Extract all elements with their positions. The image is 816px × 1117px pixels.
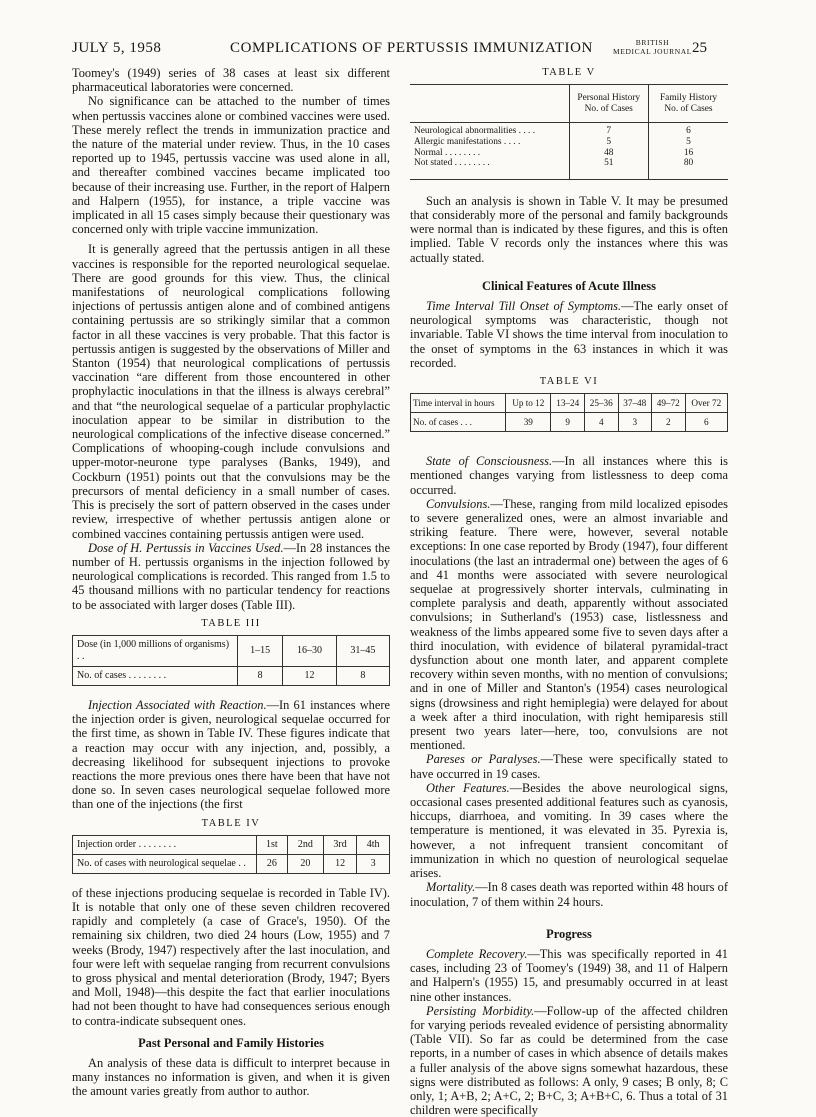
paragraph: Toomey's (1949) series of 38 cases at least six different pharmaceutical laboratories were concerned. xyxy=(72,66,390,95)
journal-name xyxy=(613,38,692,56)
paragraph-heading: Pareses or Paralyses. xyxy=(426,752,541,767)
table-cell: 16 xyxy=(649,148,729,159)
table-row xyxy=(73,854,390,873)
table-cell: 9 xyxy=(551,413,585,432)
paragraph: Injection Associated with Reaction.—In 61 instances where the injection order is given, neurological sequelae occurred for the first time, as shown in Table IV. These figures indicate that a reaction may occur with any injection, and, possibly, a decreasing likelihood for subsequent injections to provoke reactions the more previous ones there have been that have not done so. In seven cases neurological sequelae followed more than one of the injections (the first xyxy=(72,697,390,812)
table-row xyxy=(410,137,728,148)
table-cell: 51 xyxy=(569,158,649,179)
table-row xyxy=(411,394,728,413)
table-cell: 20 xyxy=(287,854,323,873)
table-header-row xyxy=(410,85,728,123)
paragraph: Mortality.—In 8 cases death was reported within 48 hours of inoculation, 7 of them within 24 hours. xyxy=(410,880,728,909)
table-cell: 8 xyxy=(336,666,389,685)
table-caption: TABLE III xyxy=(201,617,261,629)
paragraph: It is generally agreed that the pertussis antigen in all these vaccines is responsible for the reported neurological sequelae. There are good grounds for this view. Thus, the clinical manifestations of neurological complications following injections of pertussis antigen alone and of combined antigens containing pertussis are so strikingly similar that a common factor in all these vaccines is very probable. That this factor is pertussis antigen is suggested by the observations of Miller and Stanton (1954) that neurological complications of pertussis vaccination “are different from those encountered in other prophylactic inoculations in that the illness is always cerebral” and that “the neurological sequelae of a particular prophylactic inoculation appear to be similar in distribution to the neurological complications of the infective disease concerned.” Complications of whooping-cough include convulsions and upper-motor-neurone type paralyses (Banks, 1949), and Cockburn (1951) points out that the convulsions may be the precursors of mental deficiency in a small number of cases. This is precisely the sort of pattern observed in the cases under review, irrespective of whether pertussis antigen alone or combined vaccines containing pertussis antigen were used. xyxy=(72,242,390,541)
table-iv xyxy=(72,835,390,874)
table-cell: 3 xyxy=(357,854,390,873)
issue-date: JULY 5, 1958 xyxy=(72,40,162,56)
table-cell: No. of cases . . . . . . . . xyxy=(73,666,238,685)
table-cell: Allergic manifestations . . . . xyxy=(414,136,521,147)
table-cell: 6 xyxy=(685,413,727,432)
table-cell: 3 xyxy=(618,413,652,432)
paragraph: Pareses or Paralyses.—These were specifically stated to have occurred in 19 cases. xyxy=(410,752,728,781)
table-cell: 6 xyxy=(649,123,729,137)
table-cell: 5 xyxy=(569,137,649,148)
table-cell: 48 xyxy=(569,148,649,159)
table-cell: 13–24 xyxy=(551,394,585,413)
paragraph-heading: Persisting Morbidity. xyxy=(426,1003,535,1018)
paragraph: Complete Recovery.—This was specifically reported in 41 cases, including 23 of Toomey's (1949) 38, and 11 of Halpern and Halpern's (1955) 15, and presumably occurred in at least nine other instances. xyxy=(410,946,728,1004)
paragraph-heading: Injection Associated with Reaction. xyxy=(88,697,267,712)
section-heading: Past Personal and Family Histories xyxy=(138,1035,324,1050)
table-row xyxy=(411,413,728,432)
table-cell: 16–30 xyxy=(283,635,336,666)
table-row xyxy=(410,158,728,179)
table-row xyxy=(410,123,728,137)
table-cell: 31–45 xyxy=(336,635,389,666)
table-cell: Injection order . . . . . . . . xyxy=(73,835,257,854)
paragraph-heading: Other Features. xyxy=(426,780,510,795)
table-cell: 49–72 xyxy=(652,394,686,413)
table-caption: TABLE IV xyxy=(201,817,261,829)
table-cell: 80 xyxy=(649,158,729,179)
table-header-cell: Family History No. of Cases xyxy=(649,85,729,123)
table-cell: 25–36 xyxy=(584,394,618,413)
table-cell: No. of cases with neurological sequelae . . xyxy=(73,854,257,873)
table-row xyxy=(410,148,728,159)
table-cell: Normal . . . . . . . . xyxy=(414,147,481,158)
table-row xyxy=(73,835,390,854)
article-title: COMPLICATIONS OF PERTUSSIS IMMUNIZATION xyxy=(230,40,593,56)
table-vi xyxy=(410,393,728,432)
table-cell: Neurological abnormalities . . . . xyxy=(410,123,569,137)
table-cell: 12 xyxy=(283,666,336,685)
paragraph-heading: Time Interval Till Onset of Symptoms. xyxy=(426,298,622,313)
table-cell: 7 xyxy=(569,123,649,137)
table-header-cell: Personal History No. of Cases xyxy=(569,85,649,123)
section-heading: Progress xyxy=(546,926,592,941)
table-cell: Over 72 xyxy=(685,394,727,413)
running-header xyxy=(72,38,724,64)
table-cell: 1–15 xyxy=(237,635,282,666)
paragraph-heading: Convulsions. xyxy=(426,496,491,511)
table-v xyxy=(410,84,728,180)
table-cell: 12 xyxy=(323,854,357,873)
paragraph-heading: State of Consciousness. xyxy=(426,454,553,469)
paragraph-heading: Dose of H. Pertussis in Vaccines Used. xyxy=(88,540,284,555)
paragraph: Convulsions.—These, ranging from mild localized episodes to severe generalized ones, were an almost invariable and striking feature. There were, however, several notable exceptions: In one case reported by Brody (1947), four different inoculations (the last an intradermal one) between the ages of 6 and 41 months were associated with severe neurological sequelae at progressively shorter intervals, culminating in complete paralysis and death, apparently without associated convulsions; in Sutherland's (1953) case, listlessness and weakness of the limbs appeared some five to seven days after a third inoculation, with evidence of bilateral pyramidal-tract dysfunction about one month later, and apparent complete recovery within seven months, with no mention of convulsions; and in one of Miller and Stanton's (1954) cases neurological signs (drowsiness and right hemiplegia) were delayed for about a week after a third inoculation, with right hemiparesis still present two years later—here, too, convulsions are not mentioned. xyxy=(410,496,728,753)
table-cell: 4th xyxy=(357,835,390,854)
table-cell: Dose (in 1,000 millions of organisms) . . xyxy=(73,635,238,666)
paragraph: Time Interval Till Onset of Symptoms.—The early onset of neurological symptoms was characteristic, though not invariable. Table VI shows the time interval from inoculation to the onset of symptoms in the 63 instances in which it was recorded. xyxy=(410,298,728,370)
paragraph: of these injections producing sequelae is recorded in Table IV). It is notable that only one of these seven children recovered rapidly and completely (a case of Grace's, 1950). Of the remaining six children, two died 24 hours (Low, 1955) and 7 weeks (Brody, 1947) respectively after the last inoculation, and four were left with sequelae ranging from recurrent convulsions to gross physical and mental deterioration (Brody, 1947; Byers and Moll, 1948)—this despite the fact that earlier inoculations had not been thought to have had consequences serious enough to contra-indicate subsequent ones. xyxy=(72,885,390,1028)
table-cell: Up to 12 xyxy=(506,394,551,413)
table-cell: Time interval in hours xyxy=(411,394,506,413)
table-row xyxy=(73,666,390,685)
table-cell: Not stated . . . . . . . . xyxy=(414,158,490,169)
page-number: 25 xyxy=(692,40,707,56)
table-cell: 37–48 xyxy=(618,394,652,413)
table-cell: 39 xyxy=(506,413,551,432)
table-cell: 5 xyxy=(649,137,729,148)
paragraph: State of Consciousness.—In all instances where this is mentioned changes varying from listlessness to deep coma occurred. xyxy=(410,454,728,497)
table-cell: 2 xyxy=(652,413,686,432)
table-cell: 3rd xyxy=(323,835,357,854)
table-cell: 1st xyxy=(256,835,287,854)
paragraph: Dose of H. Pertussis in Vaccines Used.—In 28 instances the number of H. pertussis organisms in the injection followed by neurological complications is recorded. This ranged from 1.5 to 45 thousand millions with no particular tendency for reactions to be associated with larger doses (Table III). xyxy=(72,540,390,612)
paragraph: Such an analysis is shown in Table V. It may be presumed that considerably more of the personal and family backgrounds were normal than is indicated by these figures, and this is often implied. Table V records only the instances where this was actually stated. xyxy=(410,193,728,265)
table-row xyxy=(73,635,390,666)
section-heading: Clinical Features of Acute Illness xyxy=(482,278,656,293)
table-cell: 2nd xyxy=(287,835,323,854)
table-caption: TABLE VI xyxy=(539,376,599,387)
left-column xyxy=(72,66,390,1099)
paragraph: Persisting Morbidity.—Follow-up of the affected children for varying periods revealed evidence of persisting abnormality (Table VII). So far as could be determined from the case reports, in a number of cases in which absence of details makes a fuller analysis of the above signs somewhat hazardous, these signs were distributed as follows: A only, 9 cases; B only, 8; C only, 1; A+B, 2; A+C, 2; B+C, 3; A+B+C, 6. Thus a total of 31 children were specifically xyxy=(410,1003,728,1117)
table-cell: No. of cases . . . xyxy=(411,413,506,432)
journal-line-1: BRITISH xyxy=(635,38,670,47)
table-cell: 26 xyxy=(256,854,287,873)
table-caption: TABLE V xyxy=(542,67,596,78)
paragraph-heading: Mortality. xyxy=(426,880,476,895)
right-column xyxy=(410,66,728,1117)
table-cell: 8 xyxy=(237,666,282,685)
paragraph: No significance can be attached to the number of times when pertussis vaccines alone or combined vaccines were used. These merely reflect the trends in immunization practice and the nature of the material under review. Thus, in the 10 cases reported up to 1945, pertussis vaccine was used alone in all, and thereafter combined vaccines became implicated too because of their increasing use. Further, in the report of Halpern and Halpern (1955), for instance, a triple vaccine was implicated in all 15 cases simply because their questionary was concerned only with triple vaccine immunization. xyxy=(72,94,390,237)
paragraph: An analysis of these data is difficult to interpret because in many instances no information is given, and when it is given the amount varies greatly from author to author. xyxy=(72,1055,390,1099)
table-cell: 4 xyxy=(584,413,618,432)
paragraph: Other Features.—Besides the above neurological signs, occasional cases presented additional features such as cyanosis, hiccups, diarrhoea, and vomiting. In 39 cases where the temperature is mentioned, it was elevated in 35. Pyrexia is, however, a not infrequent transient concomitant of immunization in which no question of neurological sequelae arises. xyxy=(410,780,728,881)
journal-line-2: MEDICAL JOURNAL xyxy=(613,47,692,56)
paragraph-heading: Complete Recovery. xyxy=(426,946,528,961)
table-iii xyxy=(72,635,390,686)
